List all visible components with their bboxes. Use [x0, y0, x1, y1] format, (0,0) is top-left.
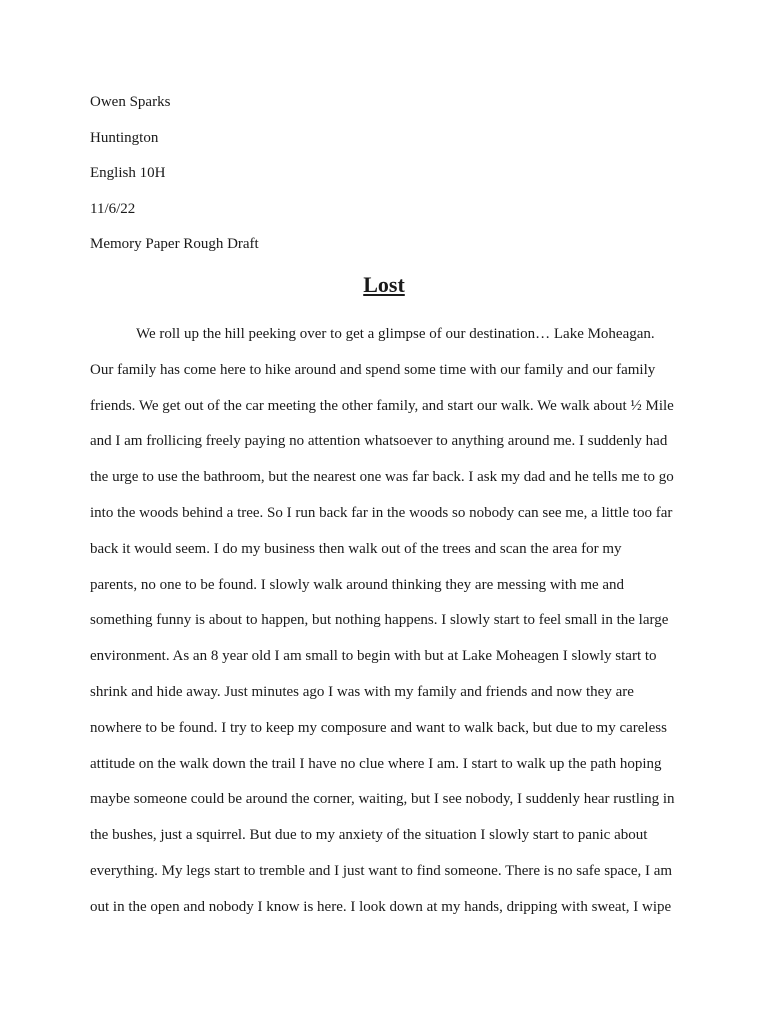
body-line: parents, no one to be found. I slowly walk around thinking they are messing with me and	[90, 576, 625, 593]
document-header	[90, 93, 690, 271]
body-line: friends. We get out of the car meeting the other family, and start our walk. We walk about ½ Mile	[90, 397, 674, 414]
body-line: attitude on the walk down the trail I have no clue where I am. I start to walk up the path hoping	[90, 755, 662, 772]
course-name: English 10H	[90, 165, 166, 182]
body-line: We roll up the hill peeking over to get a glimpse of our destination… Lake Moheagan.	[136, 326, 655, 342]
body-line: nowhere to be found. I try to keep my composure and want to walk back, but due to my careless	[90, 719, 667, 736]
author-name: Owen Sparks	[90, 94, 171, 110]
body-line: something funny is about to happen, but nothing happens. I slowly start to feel small in the large	[90, 612, 669, 629]
essay-body	[90, 323, 690, 932]
document-date: 11/6/22	[90, 200, 136, 217]
body-line: the bushes, just a squirrel. But due to my anxiety of the situation I slowly start to panic about	[90, 827, 648, 844]
body-line: the urge to use the bathroom, but the nearest one was far back. I ask my dad and he tells me to go	[90, 469, 674, 486]
body-line: environment. As an 8 year old I am small to begin with but at Lake Moheagen I slowly start to	[90, 648, 657, 665]
body-line: everything. My legs start to tremble and I just want to find someone. There is no safe space, I am	[90, 862, 673, 879]
teacher-name: Huntington	[90, 129, 159, 146]
body-line: maybe someone could be around the corner, waiting, but I see nobody, I suddenly hear rustling in	[90, 791, 675, 808]
body-line: out in the open and nobody I know is here. I look down at my hands, dripping with sweat, I wipe	[90, 898, 672, 915]
body-line: and I am frollicing freely paying no attention whatsoever to anything around me. I suddenly had	[90, 433, 668, 450]
document-title: Lost	[363, 272, 405, 297]
assignment-name: Memory Paper Rough Draft	[90, 236, 259, 253]
body-line: shrink and hide away. Just minutes ago I was with my family and friends and now they are	[90, 683, 634, 700]
body-line: into the woods behind a tree. So I run back far in the woods so nobody can see me, a little too far	[90, 504, 673, 521]
body-line: back it would seem. I do my business then walk out of the trees and scan the area for my	[90, 540, 622, 557]
body-line: Our family has come here to hike around and spend some time with our family and our family	[90, 361, 656, 378]
